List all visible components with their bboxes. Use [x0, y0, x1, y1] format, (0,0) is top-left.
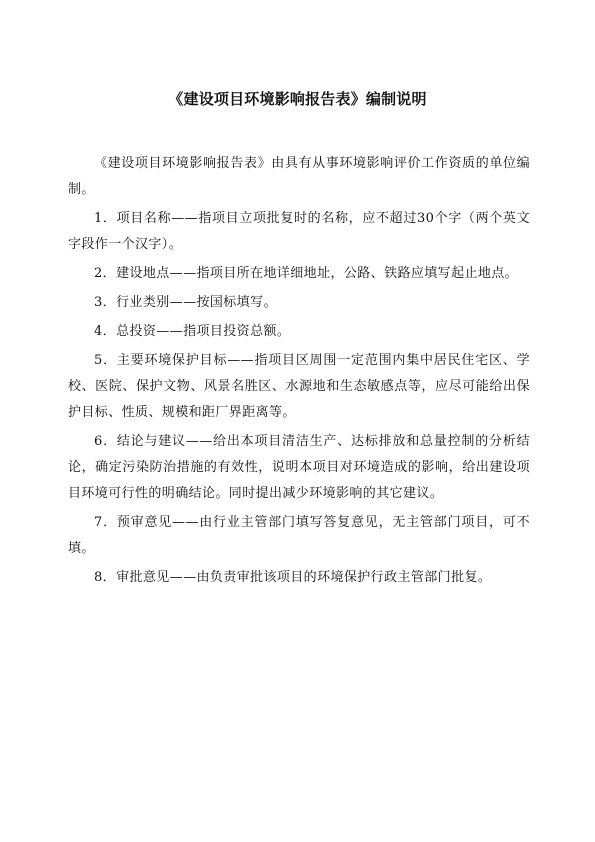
item-total-investment: 4．总投资——指项目投资总额。	[94, 324, 291, 339]
item-protection-targets: 5．主要环境保护目标——指项目区周围一定范围内集中居民住宅区、学校、医院、保护文物、风景名胜区、水源地和生态敏感点等，应尽可能给出保护目标、性质、规模和距厂界距离等。	[68, 353, 530, 420]
document-body	[68, 151, 530, 594]
item-approval-opinion: 8．审批意见——由负责审批该项目的环境保护行政主管部门批复。	[94, 570, 492, 585]
item-preliminary-review: 7．预审意见——由行业主管部门填写答复意见，无主管部门项目，可不填。	[68, 515, 530, 556]
intro-paragraph: 《建设项目环境影响报告表》由具有从事环境影响评价工作资质的单位编制。	[68, 156, 530, 197]
item-construction-site: 2．建设地点——指项目所在地详细地址，公路、铁路应填写起止地点。	[94, 266, 519, 281]
item-conclusions: 6．结论与建议——给出本项目清洁生产、达标排放和总量控制的分析结论，确定污染防治措施的有效性，说明本项目对环境造成的影响，给出建设项目环境可行性的明确结论。同时提出减少环境影响的其它建议。	[68, 434, 530, 501]
page-title: 《建设项目环境影响报告表》编制说明	[168, 90, 427, 108]
item-industry-category: 3．行业类别——按国标填写。	[94, 295, 277, 310]
item-project-name: 1．项目名称——指项目立项批复时的名称，应不超过30个字（两个英文字段作一个汉字）。	[68, 211, 530, 252]
